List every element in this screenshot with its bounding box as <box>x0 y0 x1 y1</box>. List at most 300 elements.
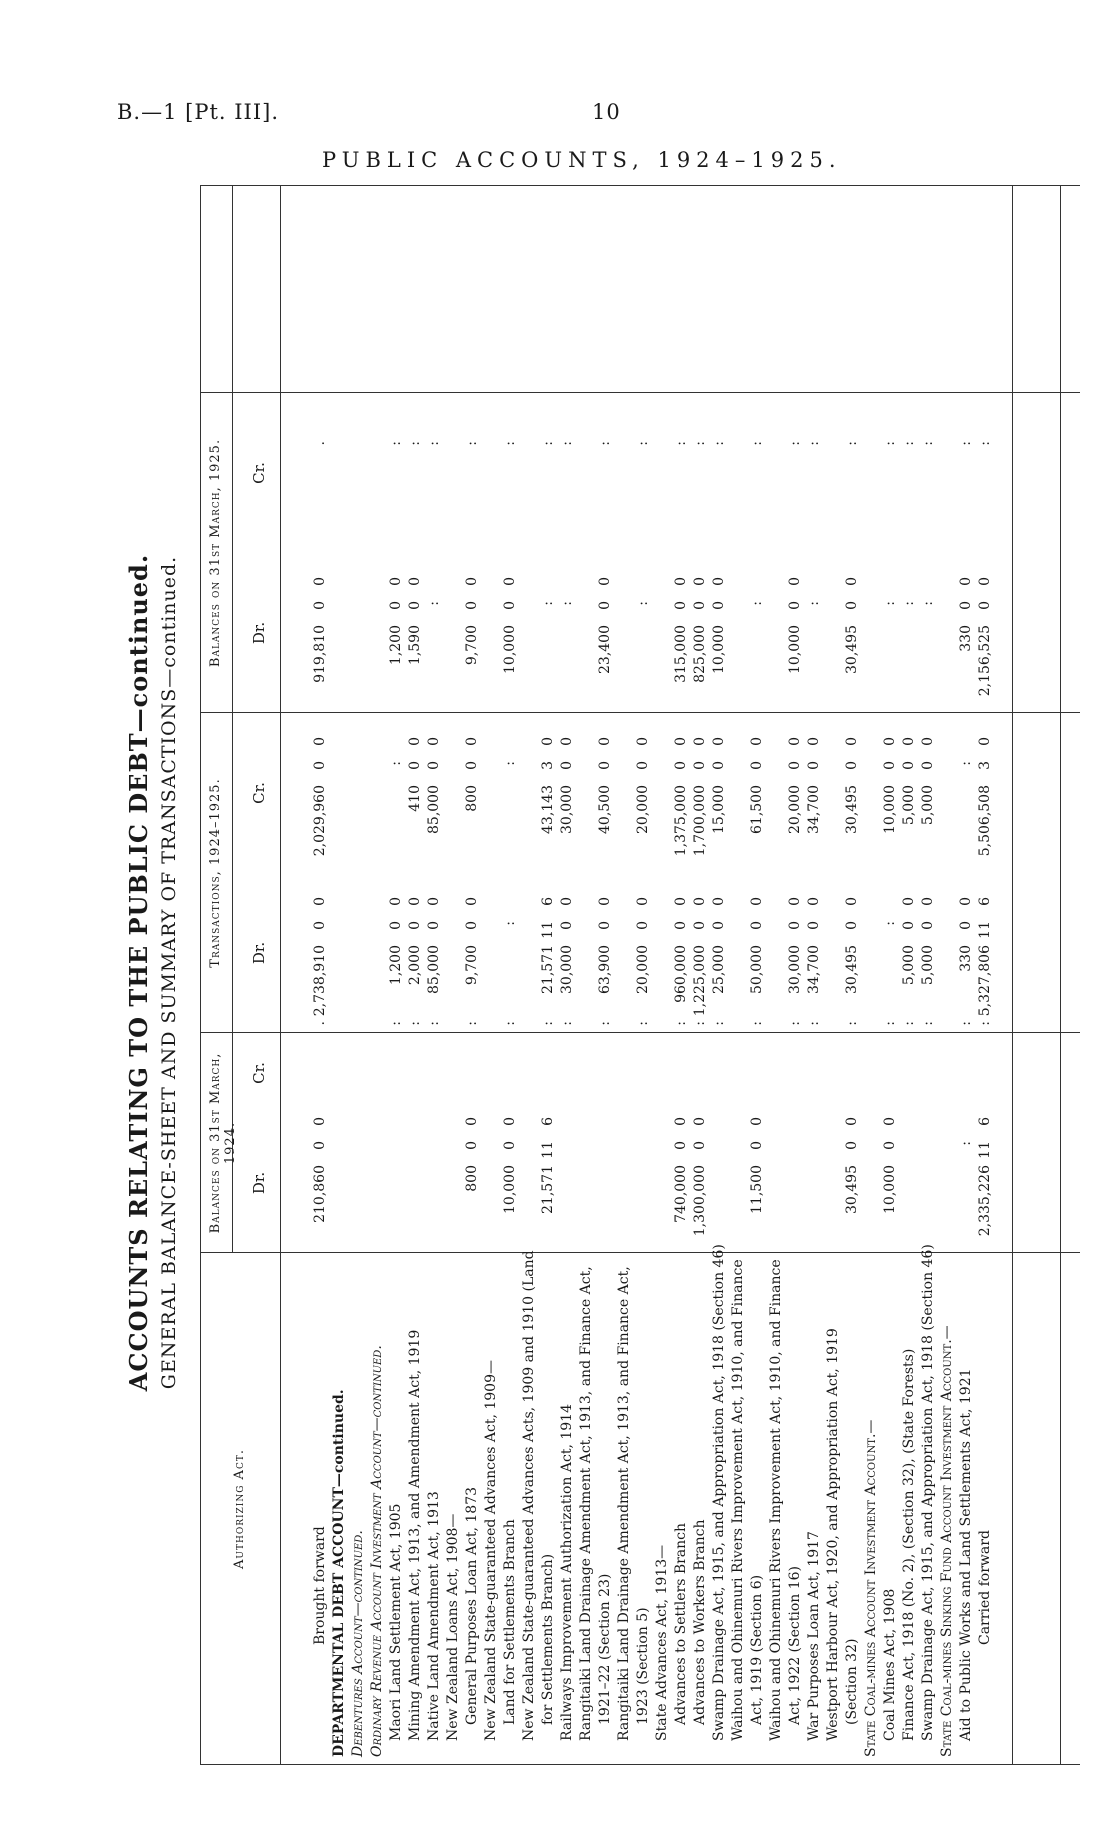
amount-shillings: 0 <box>844 1141 860 1150</box>
amount-shillings: : <box>806 601 822 606</box>
amount-pence: 0 <box>882 737 898 746</box>
amount-shillings: 0 <box>559 921 575 930</box>
amount-pence: 0 <box>312 897 328 906</box>
header-dr-1924: Dr. <box>250 1171 268 1195</box>
header-cr-1924: Cr. <box>250 1062 268 1084</box>
amount-shillings: : <box>920 1021 936 1026</box>
amount-tcr <box>692 737 708 873</box>
row-label: Act, 1919 (Section 6) <box>749 1574 765 1725</box>
amount-pence: 0 <box>407 737 423 746</box>
amount-shillings: 11 <box>977 921 993 939</box>
amount-tcr <box>597 737 613 873</box>
amount-b24dr <box>958 1117 974 1253</box>
amount-tcr <box>711 737 727 873</box>
amount-shillings: 0 <box>749 921 765 930</box>
amount-pence: 0 <box>540 737 556 746</box>
report-reference: B.—1 [Pt. III]. <box>117 100 280 124</box>
amount-b24dr <box>502 1117 518 1253</box>
amount-pounds: 30,495 <box>844 625 860 674</box>
amount-shillings: 0 <box>673 601 689 610</box>
amount-pounds: 1,590 <box>407 625 423 666</box>
amount-pence: 0 <box>312 737 328 746</box>
amount-pounds: 5,000 <box>901 945 917 986</box>
header-cr-transactions: Cr. <box>250 782 268 804</box>
amount-pence: 0 <box>920 897 936 906</box>
amount-pence: 0 <box>977 577 993 586</box>
amount-b25dr <box>901 577 917 713</box>
amount-b24dr <box>464 1117 480 1253</box>
amount-pence: 0 <box>312 1117 328 1126</box>
amount-shillings: : <box>977 1021 993 1026</box>
amount-tdr <box>806 897 822 1033</box>
row-label: Carried forward <box>977 1530 993 1645</box>
amount-shillings: : <box>958 761 974 766</box>
amount-shillings: 0 <box>787 601 803 610</box>
amount-shillings: 0 <box>597 601 613 610</box>
amount-pounds: 20,000 <box>787 785 803 834</box>
row-label: Native Land Amendment Act, 1913 <box>426 1491 442 1741</box>
amount-pence: 0 <box>920 737 936 746</box>
amount-pence: 0 <box>692 897 708 906</box>
amount-pounds: 30,000 <box>787 945 803 994</box>
row-label: Rangitaiki Land Drainage Amendment Act, 1913, and Finance Act, <box>616 1266 632 1741</box>
amount-pence: 0 <box>882 1117 898 1126</box>
amount-b25dr <box>426 577 442 713</box>
amount-shillings: : <box>901 1021 917 1026</box>
amount-shillings: : <box>882 441 898 446</box>
amount-pence: 0 <box>502 1117 518 1126</box>
amount-tcr <box>901 737 917 873</box>
row-label: Finance Act, 1918 (No. 2), (Section 32), (State Forests) <box>901 1348 917 1741</box>
header-transactions: Transactions, 1924–1925. <box>208 778 223 968</box>
amount-b25cr <box>920 417 936 553</box>
amount-b25dr <box>977 577 993 713</box>
header-authorizing-act: Authorizing Act. <box>232 1449 247 1569</box>
row-label: Rangitaiki Land Drainage Amendment Act, 1913, and Finance Act, <box>578 1266 594 1741</box>
amount-tdr <box>749 897 765 1033</box>
amount-tdr <box>882 897 898 1033</box>
amount-pounds: 5,000 <box>920 945 936 986</box>
amount-b25dr <box>806 577 822 713</box>
amount-shillings: 0 <box>901 761 917 770</box>
amount-b25cr <box>464 417 480 553</box>
amount-b25dr <box>673 577 689 713</box>
amount-shillings: : <box>901 601 917 606</box>
amount-shillings: 0 <box>920 761 936 770</box>
amount-pounds: 10,000 <box>502 1165 518 1214</box>
amount-pounds: 330 <box>958 945 974 972</box>
row-label: State Advances Act, 1913— <box>654 1544 670 1741</box>
amount-pence: 0 <box>597 737 613 746</box>
amount-shillings: : <box>882 1021 898 1026</box>
amount-b24dr <box>673 1117 689 1253</box>
amount-pounds: 30,495 <box>844 785 860 834</box>
amount-tcr <box>958 737 974 873</box>
rotated-table-area <box>100 170 1100 1775</box>
amount-shillings: : <box>692 441 708 446</box>
amount-pence: 0 <box>407 577 423 586</box>
amount-shillings: : <box>502 761 518 766</box>
amount-shillings: 0 <box>597 921 613 930</box>
amount-pence: 0 <box>711 577 727 586</box>
amount-shillings: : <box>920 601 936 606</box>
row-label: (Section 32) <box>844 1638 860 1725</box>
row-label: New Zealand State-guaranteed Advances Act, 1909— <box>483 1360 499 1741</box>
amount-pence: 0 <box>635 897 651 906</box>
amount-pounds: 30,495 <box>844 945 860 994</box>
amount-tcr <box>312 737 328 873</box>
amount-shillings: 0 <box>312 601 328 610</box>
table-subtitle: GENERAL BALANCE-SHEET AND SUMMARY OF TRANSACTIONS—continued. <box>158 555 180 1390</box>
amount-shillings: 11 <box>540 921 556 939</box>
amount-b24dr <box>312 1117 328 1253</box>
amount-b25cr <box>749 417 765 553</box>
header-dr-1925: Dr. <box>250 621 268 645</box>
amount-b25dr <box>540 577 556 713</box>
amount-b25cr <box>502 417 518 553</box>
amount-pounds: 40,500 <box>597 785 613 834</box>
amount-tcr <box>882 737 898 873</box>
row-label: New Zealand Loans Act, 1908— <box>445 1513 461 1741</box>
amount-pounds: 1,200 <box>388 625 404 666</box>
amount-pence: 0 <box>958 897 974 906</box>
row-label: State Coal-mines Sinking Fund Account Investment Account.— <box>939 1325 955 1757</box>
amount-pounds: 5,000 <box>901 785 917 826</box>
amount-pence: 0 <box>464 1117 480 1126</box>
amount-pounds: 21,571 <box>540 1165 556 1214</box>
amount-pence: 0 <box>464 737 480 746</box>
amount-pounds: 85,000 <box>426 785 442 834</box>
amount-shillings: : <box>787 1021 803 1026</box>
header-dr-transactions: Dr. <box>250 941 268 965</box>
row-label: Aid to Public Works and Land Settlements Act, 1921 <box>958 1368 974 1741</box>
row-label: Swamp Drainage Act, 1915, and Appropriation Act, 1918 (Section 46) <box>711 1244 727 1741</box>
amount-shillings: 0 <box>426 761 442 770</box>
amount-tdr <box>312 897 328 1033</box>
amount-tdr <box>711 897 727 1033</box>
amount-pence: 0 <box>407 897 423 906</box>
amount-pounds: 10,000 <box>711 625 727 674</box>
amount-tcr <box>635 737 651 873</box>
amount-b24dr <box>749 1117 765 1253</box>
amount-shillings: : <box>749 1021 765 1026</box>
amount-shillings: 0 <box>787 761 803 770</box>
amount-shillings: 0 <box>692 601 708 610</box>
amount-pence: 0 <box>977 737 993 746</box>
amount-shillings: : <box>502 1021 518 1026</box>
amount-shillings: : <box>958 1021 974 1026</box>
amount-shillings: 0 <box>464 601 480 610</box>
amount-pounds: 85,000 <box>426 945 442 994</box>
amount-tcr <box>673 737 689 873</box>
amount-b25cr <box>388 417 404 553</box>
row-label: Maori Land Settlement Act, 1905 <box>388 1503 404 1741</box>
amount-b25cr <box>559 417 575 553</box>
amount-shillings: : <box>559 441 575 446</box>
amount-tcr <box>749 737 765 873</box>
amount-pence: 6 <box>540 1117 556 1126</box>
amount-b25dr <box>464 577 480 713</box>
amount-pence: 0 <box>901 897 917 906</box>
amount-shillings: : <box>464 1021 480 1026</box>
amount-pounds: 63,900 <box>597 945 613 994</box>
amount-tcr <box>502 737 518 873</box>
amount-tcr <box>407 737 423 873</box>
amount-pence: 6 <box>540 897 556 906</box>
amount-pounds: 10,000 <box>882 1165 898 1214</box>
amount-shillings: : <box>635 601 651 606</box>
amount-b25dr <box>559 577 575 713</box>
amount-shillings: 0 <box>711 601 727 610</box>
amount-shillings: 0 <box>673 761 689 770</box>
amount-tcr <box>977 737 993 873</box>
amount-shillings: 0 <box>559 761 575 770</box>
amount-pounds: 800 <box>464 1165 480 1192</box>
row-label: Advances to Workers Branch <box>692 1519 708 1725</box>
amount-pence: 0 <box>844 737 860 746</box>
row-label: Act, 1922 (Section 16) <box>787 1565 803 1725</box>
amount-shillings: : <box>464 441 480 446</box>
amount-shillings: 0 <box>806 921 822 930</box>
amount-shillings: 0 <box>749 761 765 770</box>
amount-pence: 0 <box>692 577 708 586</box>
amount-shillings: : <box>426 601 442 606</box>
amount-pounds: 800 <box>464 785 480 812</box>
amount-shillings: : <box>711 1021 727 1026</box>
amount-b25dr <box>502 577 518 713</box>
amount-shillings: : <box>407 441 423 446</box>
table-title: ACCOUNTS RELATING TO THE PUBLIC DEBT—continued. <box>124 553 153 1392</box>
amount-pounds: 50,000 <box>749 945 765 994</box>
amount-pounds: 960,000 <box>673 945 689 1003</box>
amount-shillings: : <box>388 1021 404 1026</box>
amount-b25dr <box>882 577 898 713</box>
amount-pence: 0 <box>426 897 442 906</box>
amount-shillings: 3 <box>540 761 556 770</box>
amount-pounds: 2,000 <box>407 945 423 986</box>
amount-shillings: 0 <box>502 1141 518 1150</box>
row-label: Ordinary Revenue Account Investment Account—continued. <box>369 1345 385 1757</box>
amount-b25cr <box>407 417 423 553</box>
amount-pounds: 410 <box>407 785 423 812</box>
row-label: New Zealand State-guaranteed Advances Acts, 1909 and 1910 (Land <box>521 1250 537 1741</box>
amount-b25cr <box>901 417 917 553</box>
amount-shillings: : <box>882 601 898 606</box>
amount-pounds: 11,500 <box>749 1165 765 1214</box>
header-cr-1925: Cr. <box>250 462 268 484</box>
amount-pence: 0 <box>312 577 328 586</box>
amount-tcr <box>464 737 480 873</box>
amount-pence: 0 <box>388 577 404 586</box>
amount-shillings: : <box>958 1141 974 1146</box>
amount-pounds: 34,700 <box>806 785 822 834</box>
amount-shillings: 0 <box>711 921 727 930</box>
amount-pounds: 30,000 <box>559 785 575 834</box>
page-number: 10 <box>592 100 621 124</box>
amount-pence: 0 <box>426 737 442 746</box>
amount-shillings: : <box>920 441 936 446</box>
amount-shillings: : <box>882 921 898 926</box>
amount-pounds: 315,000 <box>673 625 689 683</box>
amount-pounds: 21,571 <box>540 945 556 994</box>
amount-pounds: 9,700 <box>464 945 480 986</box>
amount-tcr <box>426 737 442 873</box>
amount-shillings: 0 <box>464 1141 480 1150</box>
amount-pence: 0 <box>787 577 803 586</box>
amount-shillings: 0 <box>635 761 651 770</box>
amount-b24dr <box>977 1117 993 1253</box>
amount-tdr <box>464 897 480 1033</box>
amount-pence: 0 <box>692 737 708 746</box>
amount-pence: 0 <box>806 897 822 906</box>
row-label: 1921–22 (Section 23) <box>597 1573 613 1725</box>
amount-pounds: 740,000 <box>673 1165 689 1223</box>
amount-shillings: 0 <box>407 921 423 930</box>
amount-shillings: : <box>749 601 765 606</box>
row-label: Debentures Account—continued. <box>350 1530 366 1757</box>
amount-shillings: 0 <box>597 761 613 770</box>
amount-shillings: : <box>597 1021 613 1026</box>
amount-tdr <box>692 897 708 1033</box>
amount-pounds: 2,335,226 <box>977 1165 993 1237</box>
amount-shillings: : <box>806 441 822 446</box>
amount-shillings: 0 <box>673 1141 689 1150</box>
row-label: Brought forward <box>312 1526 328 1645</box>
amount-b25cr <box>635 417 651 553</box>
amount-pence: 0 <box>806 737 822 746</box>
amount-pence: 0 <box>673 1117 689 1126</box>
amount-pence: 0 <box>787 737 803 746</box>
amount-pence: 0 <box>635 737 651 746</box>
amount-shillings: 0 <box>464 921 480 930</box>
amount-shillings: : <box>502 441 518 446</box>
amount-tdr <box>559 897 575 1033</box>
amount-shillings: 0 <box>901 921 917 930</box>
amount-pence: 0 <box>749 897 765 906</box>
page-title: PUBLIC ACCOUNTS, 1924–1925. <box>322 148 842 172</box>
amount-b25dr <box>844 577 860 713</box>
amount-b25dr <box>749 577 765 713</box>
amount-pounds: 5,000 <box>920 785 936 826</box>
amount-shillings: 0 <box>806 761 822 770</box>
amount-tcr <box>920 737 936 873</box>
amount-pounds: 10,000 <box>882 785 898 834</box>
amount-shillings: 0 <box>388 921 404 930</box>
amount-tdr <box>502 897 518 1033</box>
amount-shillings: : <box>388 441 404 446</box>
amount-pounds: 919,810 <box>312 625 328 683</box>
amount-shillings: 0 <box>635 921 651 930</box>
amount-shillings: 0 <box>673 921 689 930</box>
amount-b24dr <box>692 1117 708 1253</box>
amount-b25cr <box>711 417 727 553</box>
amount-b25cr <box>540 417 556 553</box>
amount-shillings: 0 <box>502 601 518 610</box>
amount-b25cr <box>787 417 803 553</box>
amount-shillings: : <box>540 441 556 446</box>
amount-shillings: 0 <box>407 601 423 610</box>
row-label: Westport Harbour Act, 1920, and Appropriation Act, 1919 <box>825 1328 841 1741</box>
amount-shillings: : <box>388 761 404 766</box>
amount-pounds: 5,327,806 <box>977 945 993 1017</box>
amount-pounds: 25,000 <box>711 945 727 994</box>
amount-pence: 0 <box>464 577 480 586</box>
amount-pence: 0 <box>673 897 689 906</box>
amount-shillings: 0 <box>407 761 423 770</box>
amount-tcr <box>787 737 803 873</box>
amount-shillings: 0 <box>844 761 860 770</box>
amount-b25dr <box>711 577 727 713</box>
amount-tdr <box>426 897 442 1033</box>
amount-tcr <box>806 737 822 873</box>
amount-shillings: 0 <box>844 601 860 610</box>
amount-pounds: 20,000 <box>635 785 651 834</box>
row-label: Railways Improvement Authorization Act, 1914 <box>559 1404 575 1741</box>
amount-pence: 0 <box>597 897 613 906</box>
amount-pounds: 5,506,508 <box>977 785 993 857</box>
amount-tdr <box>977 897 993 1033</box>
amount-b25cr <box>673 417 689 553</box>
amount-pounds: 30,495 <box>844 1165 860 1214</box>
amount-shillings: : <box>407 1021 423 1026</box>
row-label: Advances to Settlers Branch <box>673 1522 689 1725</box>
amount-b25dr <box>597 577 613 713</box>
amount-tdr <box>540 897 556 1033</box>
amount-pounds: 10,000 <box>502 625 518 674</box>
amount-pence: 0 <box>597 577 613 586</box>
amount-pounds: 9,700 <box>464 625 480 666</box>
amount-pence: 0 <box>787 897 803 906</box>
amount-shillings: : <box>540 1021 556 1026</box>
amount-pence: 0 <box>901 737 917 746</box>
amount-shillings: 0 <box>692 921 708 930</box>
row-label: Coal Mines Act, 1908 <box>882 1588 898 1741</box>
amount-shillings: 0 <box>787 921 803 930</box>
amount-pounds: 2,029,960 <box>312 785 328 857</box>
amount-shillings: : <box>749 441 765 446</box>
row-label: State Coal-mines Account Investment Account.— <box>863 1419 879 1757</box>
amount-pounds: 15,000 <box>711 785 727 834</box>
amount-shillings: : <box>559 1021 575 1026</box>
amount-pounds: 23,400 <box>597 625 613 674</box>
amount-pounds: 1,200 <box>388 945 404 986</box>
row-label: Land for Settlements Branch <box>502 1519 518 1725</box>
amount-pence: 0 <box>958 577 974 586</box>
amount-b25dr <box>312 577 328 713</box>
amount-pounds: 825,000 <box>692 625 708 683</box>
amount-shillings: : <box>711 441 727 446</box>
amount-tcr <box>540 737 556 873</box>
amount-shillings: 0 <box>464 761 480 770</box>
amount-shillings: . <box>312 441 328 446</box>
amount-shillings: 0 <box>749 1141 765 1150</box>
amount-shillings: : <box>635 441 651 446</box>
amount-b25dr <box>388 577 404 713</box>
amount-pounds: 330 <box>958 625 974 652</box>
amount-pounds: 2,738,910 <box>312 945 328 1017</box>
amount-shillings: : <box>958 441 974 446</box>
amount-tcr <box>559 737 575 873</box>
amount-shillings: : <box>635 1021 651 1026</box>
amount-pounds: 20,000 <box>635 945 651 994</box>
row-label: Mining Amendment Act, 1913, and Amendment Act, 1919 <box>407 1329 423 1741</box>
amount-shillings: 11 <box>977 1141 993 1159</box>
amount-shillings: 0 <box>958 601 974 610</box>
amount-tdr <box>844 897 860 1033</box>
amount-shillings: 0 <box>312 761 328 770</box>
amount-tcr <box>844 737 860 873</box>
amount-b25dr <box>958 577 974 713</box>
